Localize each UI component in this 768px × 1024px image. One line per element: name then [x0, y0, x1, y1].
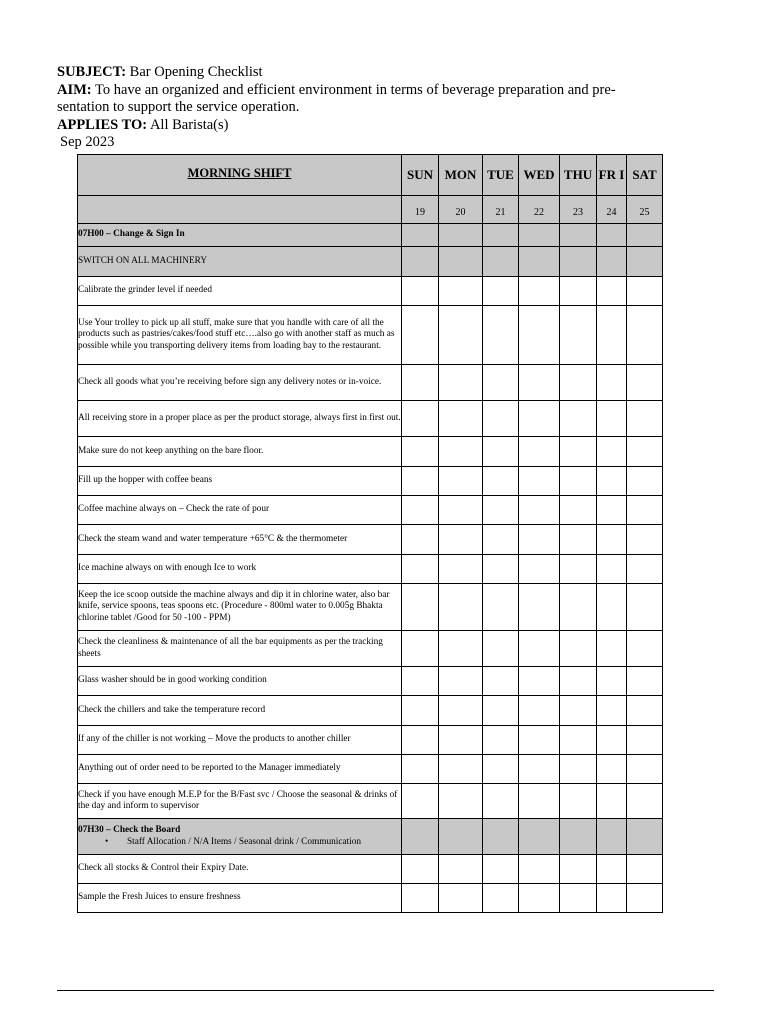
check-cell-fri[interactable]: [597, 667, 627, 696]
check-cell-sun[interactable]: [402, 726, 439, 755]
task-text: [78, 696, 402, 726]
task-label: 07H00 – Change & Sign In: [78, 229, 185, 240]
check-cell-tue[interactable]: [483, 584, 519, 631]
table-dates-row: [78, 196, 663, 224]
check-cell-mon[interactable]: [439, 277, 483, 306]
task-text: [78, 306, 402, 365]
check-cell-thu[interactable]: [560, 784, 597, 819]
check-cell-sat[interactable]: [627, 467, 663, 496]
checklist-row: [78, 365, 663, 401]
check-cell-thu[interactable]: [560, 884, 597, 913]
check-cell-sat[interactable]: [627, 855, 663, 884]
task-text: [78, 467, 402, 496]
check-cell-thu[interactable]: [560, 437, 597, 467]
check-cell-sat[interactable]: [627, 277, 663, 306]
check-cell-tue[interactable]: [483, 555, 519, 584]
check-cell-fri[interactable]: [597, 525, 627, 555]
dates-row-label: [78, 196, 402, 224]
task-text: [78, 525, 402, 555]
check-cell-sun[interactable]: [402, 784, 439, 819]
check-cell-fri[interactable]: [597, 306, 627, 365]
check-cell-mon[interactable]: [439, 584, 483, 631]
check-cell-sun[interactable]: [402, 467, 439, 496]
task-label: Coffee machine always on – Check the rate of pour: [78, 504, 270, 515]
check-cell-thu[interactable]: [560, 755, 597, 784]
aim-line: [57, 82, 717, 100]
check-cell-wed[interactable]: [519, 247, 560, 277]
check-cell-tue[interactable]: [483, 496, 519, 525]
check-cell-mon[interactable]: [439, 496, 483, 525]
task-label: If any of the chiller is not working – Move the products to another chiller: [78, 734, 351, 745]
check-cell-fri[interactable]: [597, 437, 627, 467]
check-cell-sun[interactable]: [402, 525, 439, 555]
check-cell-thu[interactable]: [560, 696, 597, 726]
check-cell-sun[interactable]: [402, 884, 439, 913]
date-cell-thu: 23: [560, 196, 597, 224]
check-cell-wed[interactable]: [519, 496, 560, 525]
checklist-row: [78, 884, 663, 913]
date-cell-sat: 25: [627, 196, 663, 224]
task-text: [78, 437, 402, 467]
check-cell-tue[interactable]: [483, 755, 519, 784]
check-cell-thu[interactable]: [560, 365, 597, 401]
check-cell-tue[interactable]: [483, 525, 519, 555]
checklist-table: [77, 154, 663, 913]
check-cell-wed[interactable]: [519, 784, 560, 819]
check-cell-fri[interactable]: [597, 247, 627, 277]
check-cell-sat[interactable]: [627, 437, 663, 467]
checklist-date: Sep 2023: [60, 134, 115, 150]
check-cell-sat[interactable]: [627, 224, 663, 247]
checklist-row: [78, 401, 663, 437]
task-label: Anything out of order need to be reported to the Manager immediately: [78, 763, 341, 774]
check-cell-tue[interactable]: [483, 667, 519, 696]
task-text: [78, 667, 402, 696]
check-cell-mon[interactable]: [439, 224, 483, 247]
check-cell-fri[interactable]: [597, 224, 627, 247]
check-cell-thu[interactable]: [560, 855, 597, 884]
check-cell-sat[interactable]: [627, 819, 663, 855]
section-row: [78, 247, 663, 277]
check-cell-tue[interactable]: [483, 437, 519, 467]
task-label: Keep the ice scoop outside the machine always and dip it in chlorine water, also bar knife, service spoons, teas spoons etc. (Procedure - 800ml water to 0.005g Bhakta chlorine tablet /Good for 50 -100 - PPM): [78, 589, 390, 623]
check-cell-wed[interactable]: [519, 467, 560, 496]
check-cell-wed[interactable]: [519, 365, 560, 401]
day-header-fri: FR I: [597, 155, 627, 196]
check-cell-tue[interactable]: [483, 884, 519, 913]
checklist-row: [78, 584, 663, 631]
check-cell-wed[interactable]: [519, 584, 560, 631]
task-text: [78, 631, 402, 667]
checklist-row: [78, 784, 663, 819]
check-cell-sat[interactable]: [627, 755, 663, 784]
check-cell-fri[interactable]: [597, 584, 627, 631]
checklist-row: [78, 306, 663, 365]
check-cell-tue[interactable]: [483, 401, 519, 437]
check-cell-fri[interactable]: [597, 496, 627, 525]
task-text: [78, 401, 402, 437]
day-header-wed: WED: [519, 155, 560, 196]
section-row: [78, 819, 663, 855]
checklist-row: [78, 755, 663, 784]
check-cell-mon[interactable]: [439, 755, 483, 784]
check-cell-thu[interactable]: [560, 819, 597, 855]
check-cell-sat[interactable]: [627, 726, 663, 755]
check-cell-wed[interactable]: [519, 306, 560, 365]
check-cell-mon[interactable]: [439, 467, 483, 496]
check-cell-mon[interactable]: [439, 365, 483, 401]
check-cell-sat[interactable]: [627, 784, 663, 819]
date-cell-fri: 24: [597, 196, 627, 224]
task-text: [78, 496, 402, 525]
check-cell-mon[interactable]: [439, 401, 483, 437]
check-cell-fri[interactable]: [597, 884, 627, 913]
check-cell-sat[interactable]: [627, 525, 663, 555]
footer-divider: [57, 990, 714, 991]
check-cell-sat[interactable]: [627, 401, 663, 437]
check-cell-fri[interactable]: [597, 467, 627, 496]
check-cell-sat[interactable]: [627, 306, 663, 365]
check-cell-wed[interactable]: [519, 667, 560, 696]
task-label: Check the cleanliness & maintenance of all the bar equipments as per the tracking sheets: [78, 637, 383, 659]
task-text: [78, 884, 402, 913]
check-cell-thu[interactable]: [560, 224, 597, 247]
checklist-row: [78, 631, 663, 667]
task-text: [78, 755, 402, 784]
check-cell-sun[interactable]: [402, 755, 439, 784]
check-cell-fri[interactable]: [597, 755, 627, 784]
task-label: Check all goods what you’re receiving before sign any delivery notes or in-voice.: [78, 376, 382, 387]
check-cell-sun[interactable]: [402, 667, 439, 696]
check-cell-fri[interactable]: [597, 819, 627, 855]
check-cell-sat[interactable]: [627, 884, 663, 913]
check-cell-wed[interactable]: [519, 437, 560, 467]
check-cell-mon[interactable]: [439, 555, 483, 584]
task-text: [78, 584, 402, 631]
task-label: Check all stocks & Control their Expiry Date.: [78, 863, 249, 874]
check-cell-wed[interactable]: [519, 726, 560, 755]
task-label: All receiving store in a proper place as per the product storage, always first in first out.: [78, 412, 401, 423]
check-cell-tue[interactable]: [483, 224, 519, 247]
bullet-text: Staff Allocation / N/A Items / Seasonal drink / Communication: [127, 836, 362, 847]
check-cell-sun[interactable]: [402, 437, 439, 467]
check-cell-mon[interactable]: [439, 631, 483, 667]
day-header-sun: SUN: [402, 155, 439, 196]
checklist-body: [78, 224, 663, 913]
day-header-sat: SAT: [627, 155, 663, 196]
task-label: Check the steam wand and water temperature +65°C & the thermometer: [78, 533, 348, 544]
check-cell-sun[interactable]: [402, 365, 439, 401]
check-cell-sat[interactable]: [627, 631, 663, 667]
day-header-tue: TUE: [483, 155, 519, 196]
task-label: Ice machine always on with enough Ice to work: [78, 563, 257, 574]
check-cell-mon[interactable]: [439, 784, 483, 819]
task-label: Use Your trolley to pick up all stuff, make sure that you handle with care of all the products such as pastries/cakes/food stuff etc….also go with another staff as much as possible while you transporting delivery items from loading bay to the restaurant.: [78, 317, 395, 351]
checklist-row: [78, 525, 663, 555]
aim-label: AIM:: [57, 81, 92, 98]
check-cell-tue[interactable]: [483, 467, 519, 496]
check-cell-tue[interactable]: [483, 631, 519, 667]
subject-label: SUBJECT:: [57, 64, 127, 80]
checklist-row: [78, 496, 663, 525]
check-cell-wed[interactable]: [519, 884, 560, 913]
task-text: [78, 224, 402, 247]
check-cell-thu[interactable]: [560, 496, 597, 525]
checklist-row: [78, 696, 663, 726]
task-label: Check if you have enough M.E.P for the B/Fast svc / Choose the seasonal & drinks of the day and inform to supervisor: [78, 789, 398, 811]
check-cell-sun[interactable]: [402, 277, 439, 306]
task-text: [78, 247, 402, 277]
applies-line: [57, 117, 717, 135]
check-cell-sun[interactable]: [402, 855, 439, 884]
check-cell-sun[interactable]: [402, 306, 439, 365]
check-cell-wed[interactable]: [519, 819, 560, 855]
check-cell-mon[interactable]: [439, 855, 483, 884]
check-cell-tue[interactable]: [483, 696, 519, 726]
applies-value: All Barista(s): [149, 116, 229, 133]
check-cell-thu[interactable]: [560, 277, 597, 306]
check-cell-mon[interactable]: [439, 726, 483, 755]
check-cell-sat[interactable]: [627, 696, 663, 726]
subject-line: [57, 64, 717, 82]
check-cell-sun[interactable]: [402, 496, 439, 525]
task-text: [78, 819, 402, 855]
check-cell-sun[interactable]: [402, 584, 439, 631]
check-cell-thu[interactable]: [560, 401, 597, 437]
check-cell-thu[interactable]: [560, 467, 597, 496]
check-cell-thu[interactable]: [560, 247, 597, 277]
checklist-row: [78, 555, 663, 584]
check-cell-tue[interactable]: [483, 726, 519, 755]
task-text: [78, 726, 402, 755]
check-cell-thu[interactable]: [560, 584, 597, 631]
task-text: [78, 277, 402, 306]
checklist-row: [78, 855, 663, 884]
check-cell-mon[interactable]: [439, 819, 483, 855]
check-cell-thu[interactable]: [560, 667, 597, 696]
task-text: [78, 555, 402, 584]
check-cell-fri[interactable]: [597, 555, 627, 584]
task-label: 07H30 – Check the Board: [78, 825, 181, 835]
date-cell-sun: 19: [402, 196, 439, 224]
check-cell-wed[interactable]: [519, 755, 560, 784]
check-cell-sat[interactable]: [627, 247, 663, 277]
subject-value: Bar Opening Checklist: [129, 64, 263, 80]
day-header-mon: MON: [439, 155, 483, 196]
task-label: Calibrate the grinder level if needed: [78, 285, 212, 296]
check-cell-thu[interactable]: [560, 525, 597, 555]
check-cell-fri[interactable]: [597, 401, 627, 437]
table-header-row: [78, 155, 663, 196]
check-cell-wed[interactable]: [519, 277, 560, 306]
check-cell-wed[interactable]: [519, 696, 560, 726]
document-header: [57, 64, 717, 152]
shift-title: MORNING SHIFT: [78, 155, 402, 196]
task-label: Fill up the hopper with coffee beans: [78, 475, 213, 486]
check-cell-mon[interactable]: [439, 667, 483, 696]
check-cell-tue[interactable]: [483, 855, 519, 884]
check-cell-wed[interactable]: [519, 855, 560, 884]
check-cell-mon[interactable]: [439, 437, 483, 467]
check-cell-sun[interactable]: [402, 631, 439, 667]
check-cell-sun[interactable]: [402, 819, 439, 855]
check-cell-sun[interactable]: [402, 696, 439, 726]
check-cell-sun[interactable]: [402, 555, 439, 584]
check-cell-tue[interactable]: [483, 819, 519, 855]
check-cell-thu[interactable]: [560, 631, 597, 667]
day-header-thu: THU: [560, 155, 597, 196]
task-label: Make sure do not keep anything on the bare floor.: [78, 445, 264, 456]
applies-label: APPLIES TO:: [57, 116, 148, 133]
checklist-row: [78, 467, 663, 496]
check-cell-mon[interactable]: [439, 884, 483, 913]
check-cell-sun[interactable]: [402, 224, 439, 247]
aim-text-line2: sentation to support the service operation.: [57, 99, 300, 115]
check-cell-wed[interactable]: [519, 555, 560, 584]
check-cell-sat[interactable]: [627, 584, 663, 631]
check-cell-fri[interactable]: [597, 855, 627, 884]
check-cell-fri[interactable]: [597, 696, 627, 726]
checklist-row: [78, 277, 663, 306]
task-label: Glass washer should be in good working condition: [78, 675, 267, 686]
check-cell-mon[interactable]: [439, 696, 483, 726]
task-label: Check the chillers and take the temperature record: [78, 704, 266, 715]
check-cell-tue[interactable]: [483, 784, 519, 819]
task-label: SWITCH ON ALL MACHINERY: [78, 255, 208, 266]
check-cell-sat[interactable]: [627, 555, 663, 584]
check-cell-sun[interactable]: [402, 247, 439, 277]
check-cell-mon[interactable]: [439, 247, 483, 277]
section-row: [78, 224, 663, 247]
check-cell-thu[interactable]: [560, 555, 597, 584]
task-bullet: [78, 837, 401, 849]
check-cell-thu[interactable]: [560, 726, 597, 755]
task-text: [78, 365, 402, 401]
check-cell-sun[interactable]: [402, 401, 439, 437]
check-cell-wed[interactable]: [519, 224, 560, 247]
checklist-row: [78, 667, 663, 696]
check-cell-sat[interactable]: [627, 667, 663, 696]
check-cell-mon[interactable]: [439, 525, 483, 555]
task-text: [78, 784, 402, 819]
date-cell-mon: 20: [439, 196, 483, 224]
check-cell-fri[interactable]: [597, 277, 627, 306]
aim-text-line1: To have an organized and efficient environment in terms of beverage preparation and pre-: [95, 81, 616, 98]
check-cell-thu[interactable]: [560, 306, 597, 365]
check-cell-wed[interactable]: [519, 631, 560, 667]
checklist-row: [78, 437, 663, 467]
check-cell-sat[interactable]: [627, 496, 663, 525]
check-cell-sat[interactable]: [627, 365, 663, 401]
check-cell-tue[interactable]: [483, 277, 519, 306]
check-cell-wed[interactable]: [519, 525, 560, 555]
check-cell-wed[interactable]: [519, 401, 560, 437]
task-label: Sample the Fresh Juices to ensure freshness: [78, 892, 241, 903]
check-cell-fri[interactable]: [597, 365, 627, 401]
check-cell-tue[interactable]: [483, 306, 519, 365]
check-cell-mon[interactable]: [439, 306, 483, 365]
bullet-icon: •: [105, 836, 109, 847]
check-cell-fri[interactable]: [597, 631, 627, 667]
check-cell-fri[interactable]: [597, 784, 627, 819]
check-cell-tue[interactable]: [483, 365, 519, 401]
checklist-row: [78, 726, 663, 755]
date-cell-wed: 22: [519, 196, 560, 224]
date-cell-tue: 21: [483, 196, 519, 224]
check-cell-tue[interactable]: [483, 247, 519, 277]
check-cell-fri[interactable]: [597, 726, 627, 755]
task-text: [78, 855, 402, 884]
